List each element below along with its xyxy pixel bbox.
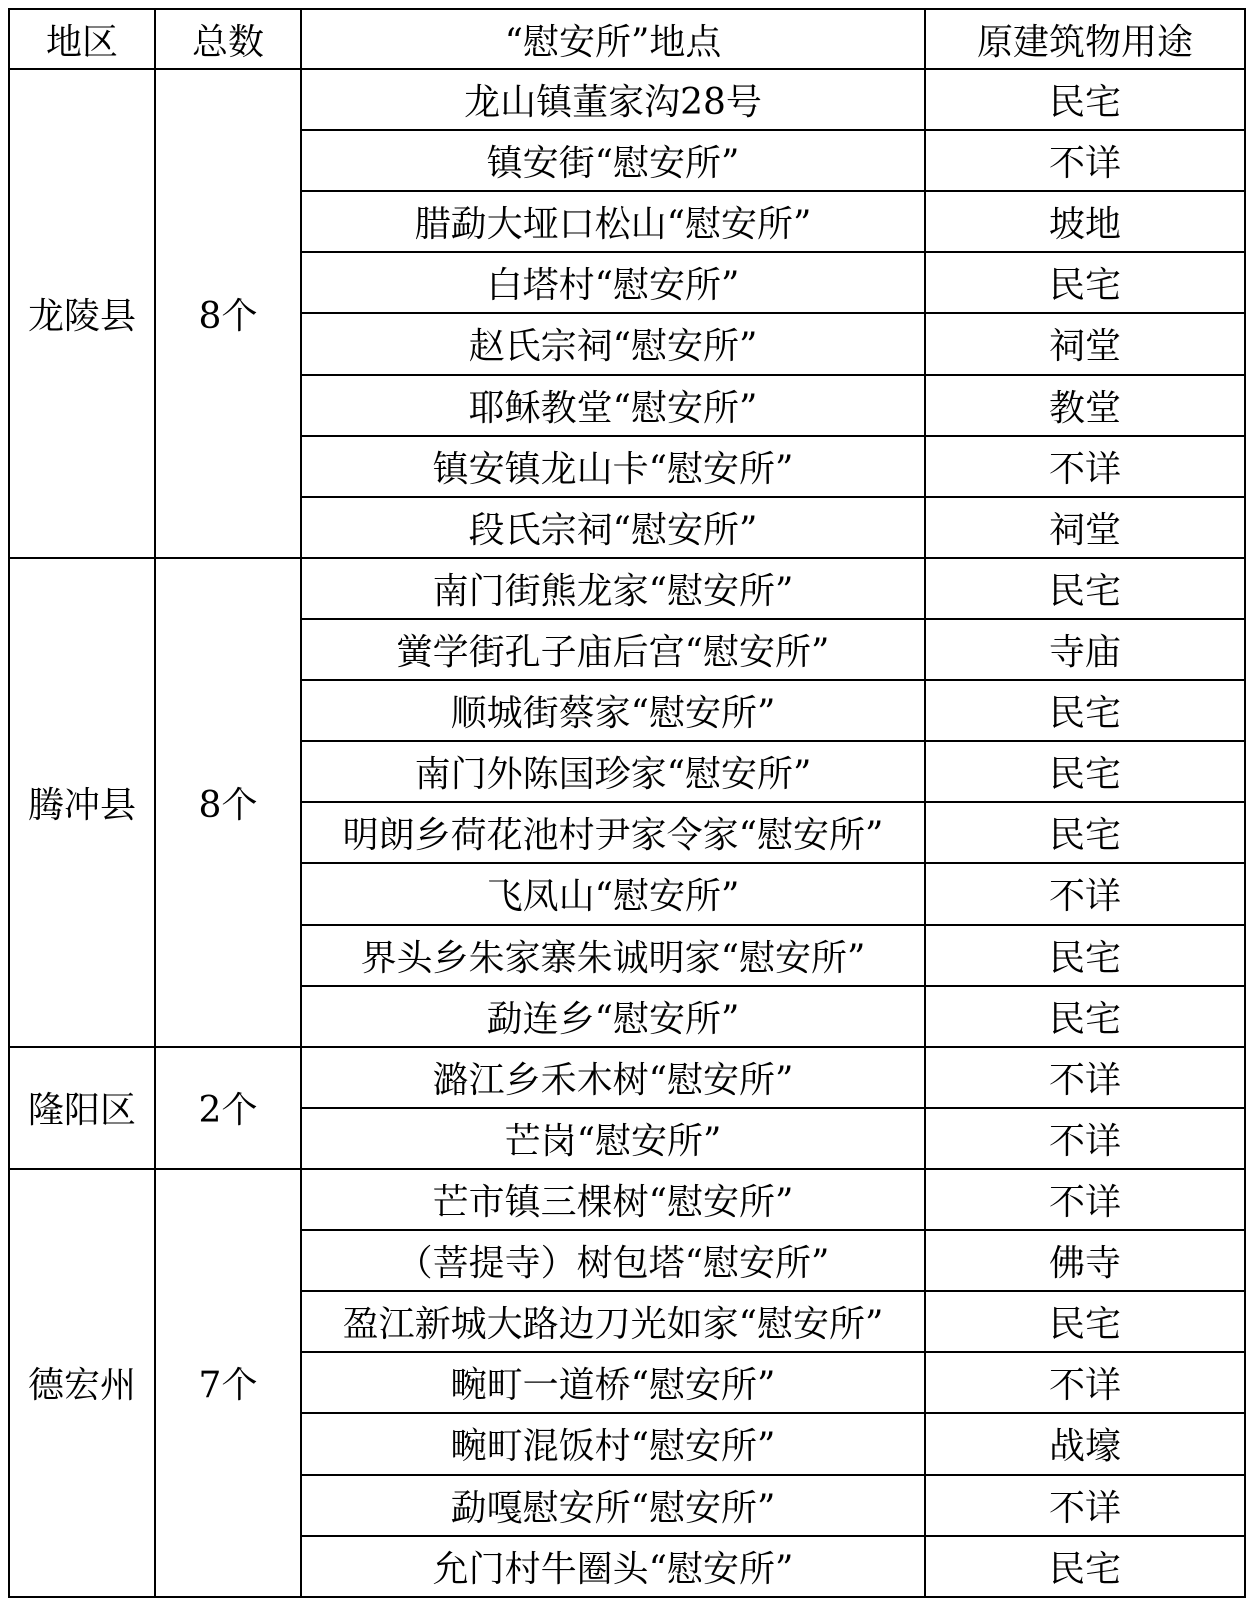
- site-cell: 明朗乡荷花池村尹家令家“慰安所”: [301, 802, 925, 863]
- site-cell: 黉学街孔子庙后宫“慰安所”: [301, 619, 925, 680]
- region-cell: 龙陵县: [9, 69, 155, 558]
- site-cell: 腊勐大垭口松山“慰安所”: [301, 191, 925, 252]
- site-cell: 镇安街“慰安所”: [301, 130, 925, 191]
- comfort-stations-table: [8, 8, 1246, 1598]
- site-cell: 勐嘎慰安所“慰安所”: [301, 1475, 925, 1536]
- original-use-cell: 教堂: [925, 375, 1245, 436]
- total-cell: 2个: [155, 1047, 301, 1169]
- header-site: “慰安所”地点: [301, 9, 925, 69]
- original-use-cell: 祠堂: [925, 313, 1245, 374]
- site-cell: 耶稣教堂“慰安所”: [301, 375, 925, 436]
- site-cell: 龙山镇董家沟28号: [301, 69, 925, 130]
- original-use-cell: 民宅: [925, 252, 1245, 313]
- total-cell: 8个: [155, 558, 301, 1047]
- region-cell: 腾冲县: [9, 558, 155, 1047]
- original-use-cell: 民宅: [925, 925, 1245, 986]
- original-use-cell: 佛寺: [925, 1230, 1245, 1291]
- table-row: [9, 558, 1245, 619]
- site-cell: 赵氏宗祠“慰安所”: [301, 313, 925, 374]
- site-cell: 畹町混饭村“慰安所”: [301, 1413, 925, 1474]
- original-use-cell: 不详: [925, 1475, 1245, 1536]
- site-cell: 允门村牛圈头“慰安所”: [301, 1536, 925, 1597]
- original-use-cell: 民宅: [925, 558, 1245, 619]
- header-region: 地区: [9, 9, 155, 69]
- original-use-cell: 寺庙: [925, 619, 1245, 680]
- header-total: 总数: [155, 9, 301, 69]
- site-cell: 南门外陈国珍家“慰安所”: [301, 741, 925, 802]
- original-use-cell: 不详: [925, 863, 1245, 924]
- original-use-cell: 民宅: [925, 802, 1245, 863]
- original-use-cell: 不详: [925, 1352, 1245, 1413]
- site-cell: 勐连乡“慰安所”: [301, 986, 925, 1047]
- table-row: [9, 69, 1245, 130]
- site-cell: 飞凤山“慰安所”: [301, 863, 925, 924]
- original-use-cell: 民宅: [925, 680, 1245, 741]
- site-cell: 芒市镇三棵树“慰安所”: [301, 1169, 925, 1230]
- table-body: [9, 69, 1245, 1597]
- site-cell: 界头乡朱家寨朱诚明家“慰安所”: [301, 925, 925, 986]
- original-use-cell: 民宅: [925, 741, 1245, 802]
- site-cell: 盈江新城大路边刀光如家“慰安所”: [301, 1291, 925, 1352]
- region-cell: 隆阳区: [9, 1047, 155, 1169]
- original-use-cell: 不详: [925, 436, 1245, 497]
- site-cell: 畹町一道桥“慰安所”: [301, 1352, 925, 1413]
- original-use-cell: 不详: [925, 1047, 1245, 1108]
- original-use-cell: 民宅: [925, 69, 1245, 130]
- original-use-cell: 祠堂: [925, 497, 1245, 558]
- total-cell: 7个: [155, 1169, 301, 1597]
- site-cell: 南门街熊龙家“慰安所”: [301, 558, 925, 619]
- total-cell: 8个: [155, 69, 301, 558]
- original-use-cell: 不详: [925, 1108, 1245, 1169]
- original-use-cell: 不详: [925, 1169, 1245, 1230]
- site-cell: 顺城街蔡家“慰安所”: [301, 680, 925, 741]
- original-use-cell: 战壕: [925, 1413, 1245, 1474]
- header-row: [9, 9, 1245, 69]
- site-cell: 镇安镇龙山卡“慰安所”: [301, 436, 925, 497]
- original-use-cell: 不详: [925, 130, 1245, 191]
- region-cell: 德宏州: [9, 1169, 155, 1597]
- site-cell: 段氏宗祠“慰安所”: [301, 497, 925, 558]
- original-use-cell: 民宅: [925, 986, 1245, 1047]
- header-original-use: 原建筑物用途: [925, 9, 1245, 69]
- site-cell: 芒岗“慰安所”: [301, 1108, 925, 1169]
- table-row: [9, 1047, 1245, 1108]
- site-cell: 潞江乡禾木树“慰安所”: [301, 1047, 925, 1108]
- site-cell: 白塔村“慰安所”: [301, 252, 925, 313]
- site-cell: （菩提寺）树包塔“慰安所”: [301, 1230, 925, 1291]
- original-use-cell: 民宅: [925, 1536, 1245, 1597]
- original-use-cell: 民宅: [925, 1291, 1245, 1352]
- table-row: [9, 1169, 1245, 1230]
- original-use-cell: 坡地: [925, 191, 1245, 252]
